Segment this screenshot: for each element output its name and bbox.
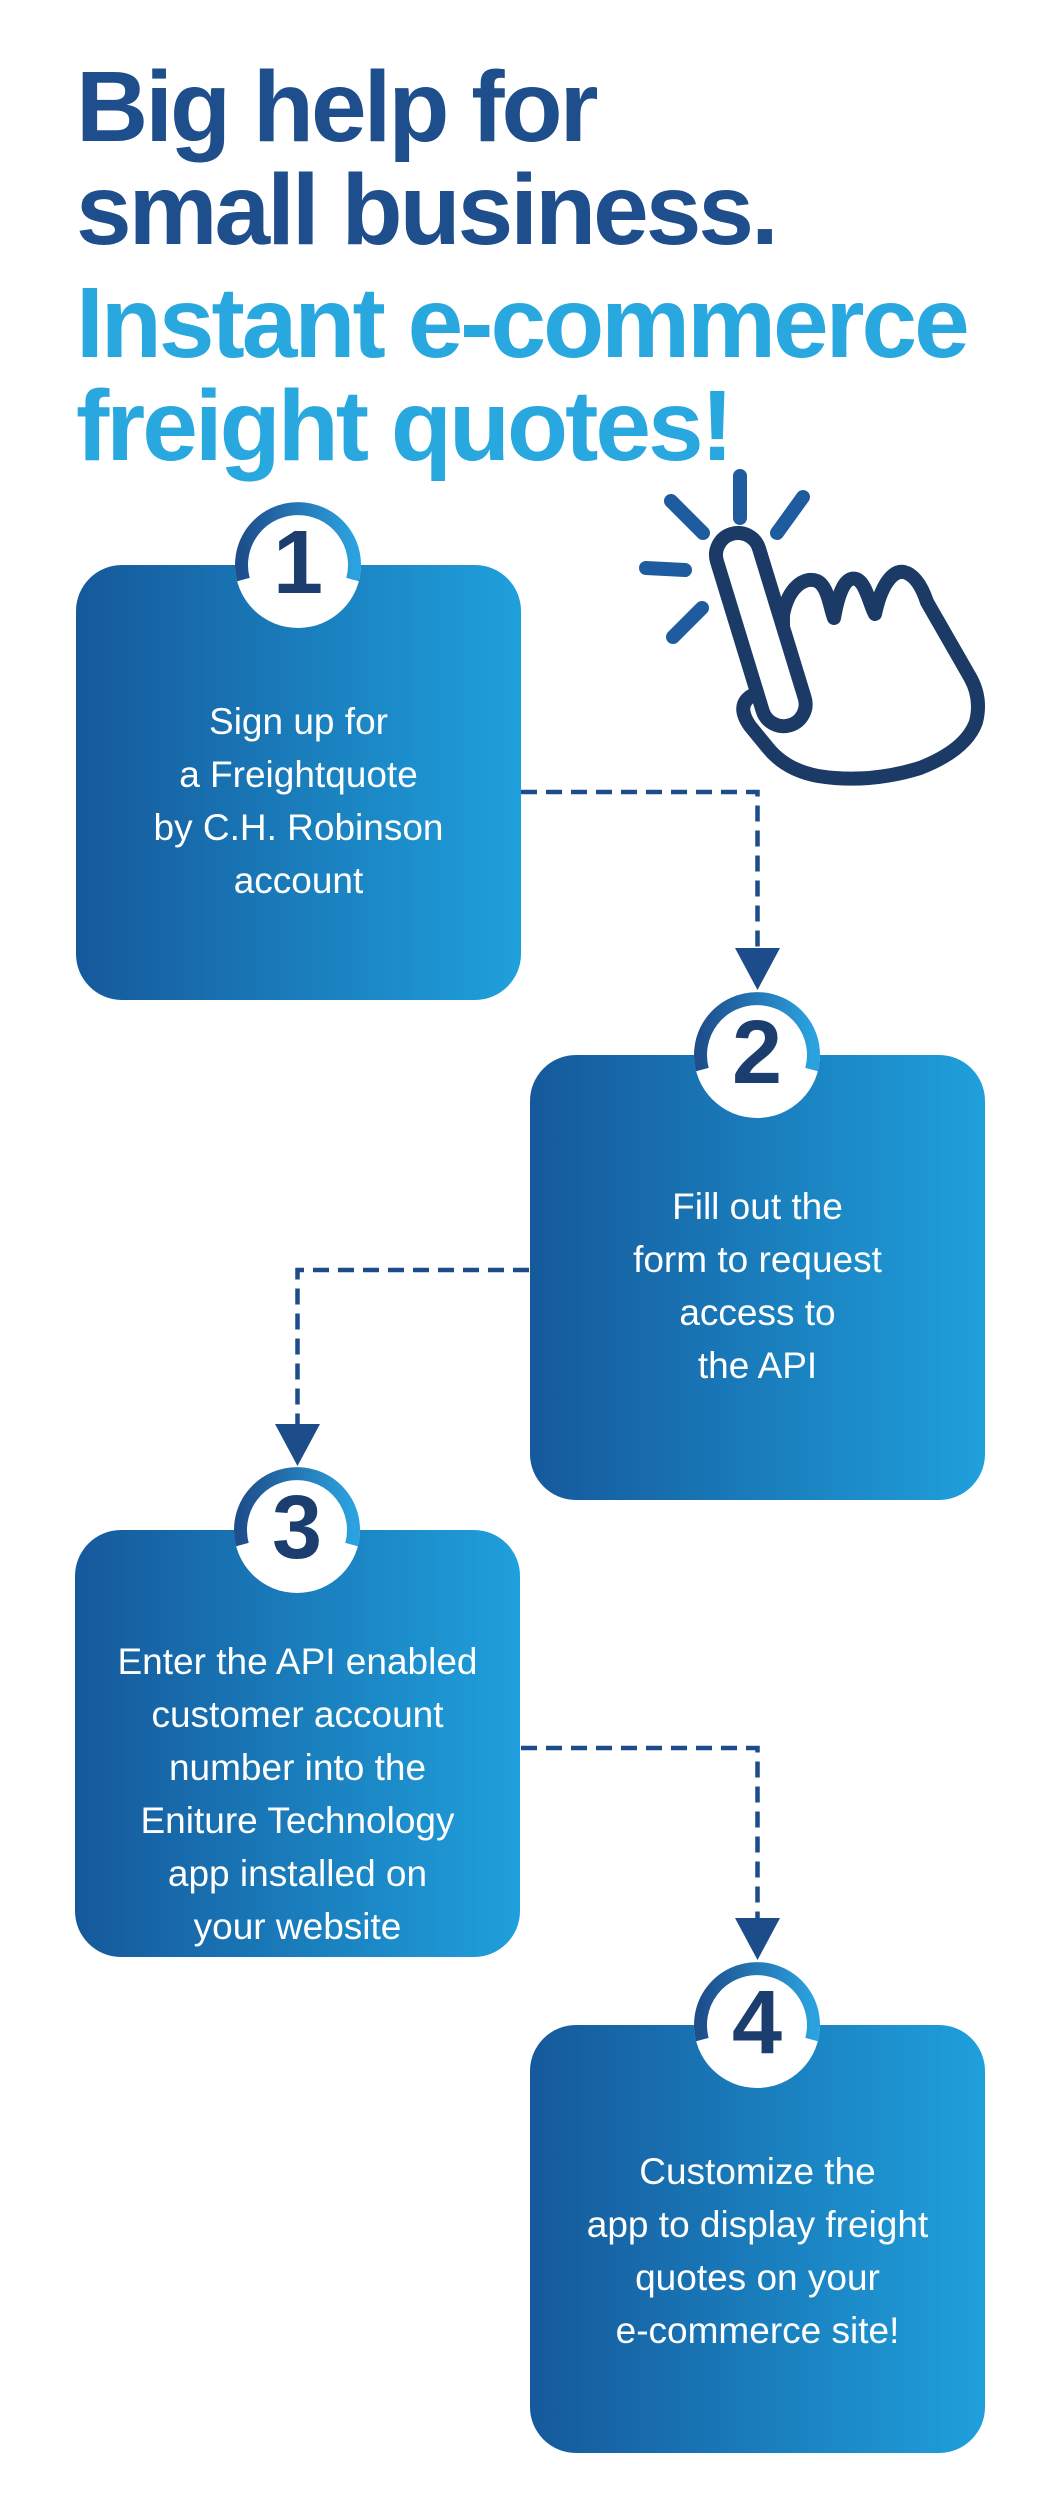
step-3-text-line: Enter the API enabled bbox=[117, 1641, 478, 1682]
step-2-text-line: form to request bbox=[633, 1239, 882, 1280]
step-2-text-line: the API bbox=[697, 1345, 818, 1386]
step-4-text-line: app to display freight bbox=[586, 2204, 929, 2245]
step-3-text-line: your website bbox=[193, 1906, 402, 1947]
step-badge-2 bbox=[687, 985, 827, 1125]
step-4-text-line: Customize the bbox=[639, 2151, 876, 2192]
step-1-text-line: Sign up for bbox=[209, 701, 388, 742]
step-number: 1 bbox=[272, 512, 324, 613]
step-3-text-line: Eniture Technology bbox=[140, 1800, 455, 1841]
page-subtitle-line2: freight quotes! bbox=[76, 370, 731, 482]
connector-3-4 bbox=[521, 1748, 758, 1918]
step-number: 3 bbox=[271, 1477, 323, 1578]
arrow-down-icon bbox=[735, 948, 780, 990]
connector-2-3 bbox=[298, 1270, 530, 1424]
step-1-text-line: a Freightquote bbox=[179, 754, 418, 795]
step-number: 4 bbox=[731, 1972, 783, 2073]
page-subtitle-line1: Instant e-commerce bbox=[76, 267, 967, 379]
step-3-text-line: customer account bbox=[151, 1694, 444, 1735]
step-1-text-line: by C.H. Robinson bbox=[153, 807, 444, 848]
step-3-text-line: number into the bbox=[168, 1747, 427, 1788]
page-title-line2: small business. bbox=[76, 154, 776, 266]
page-title-line1: Big help for bbox=[76, 51, 596, 163]
step-3-text-line: app installed on bbox=[167, 1853, 428, 1894]
step-1-text-line: account bbox=[233, 860, 364, 901]
step-2-text-line: Fill out the bbox=[672, 1186, 843, 1227]
step-badge-4 bbox=[687, 1955, 827, 2095]
step-badge-1 bbox=[228, 495, 368, 635]
step-number: 2 bbox=[731, 1002, 783, 1103]
step-2-text-line: access to bbox=[679, 1292, 836, 1333]
step-badge-3 bbox=[227, 1460, 367, 1600]
arrow-down-icon bbox=[735, 1918, 780, 1960]
step-4-text-line: quotes on your bbox=[635, 2257, 880, 2298]
step-4-text-line: e-commerce site! bbox=[615, 2310, 900, 2351]
click-hand-icon bbox=[618, 450, 1018, 820]
